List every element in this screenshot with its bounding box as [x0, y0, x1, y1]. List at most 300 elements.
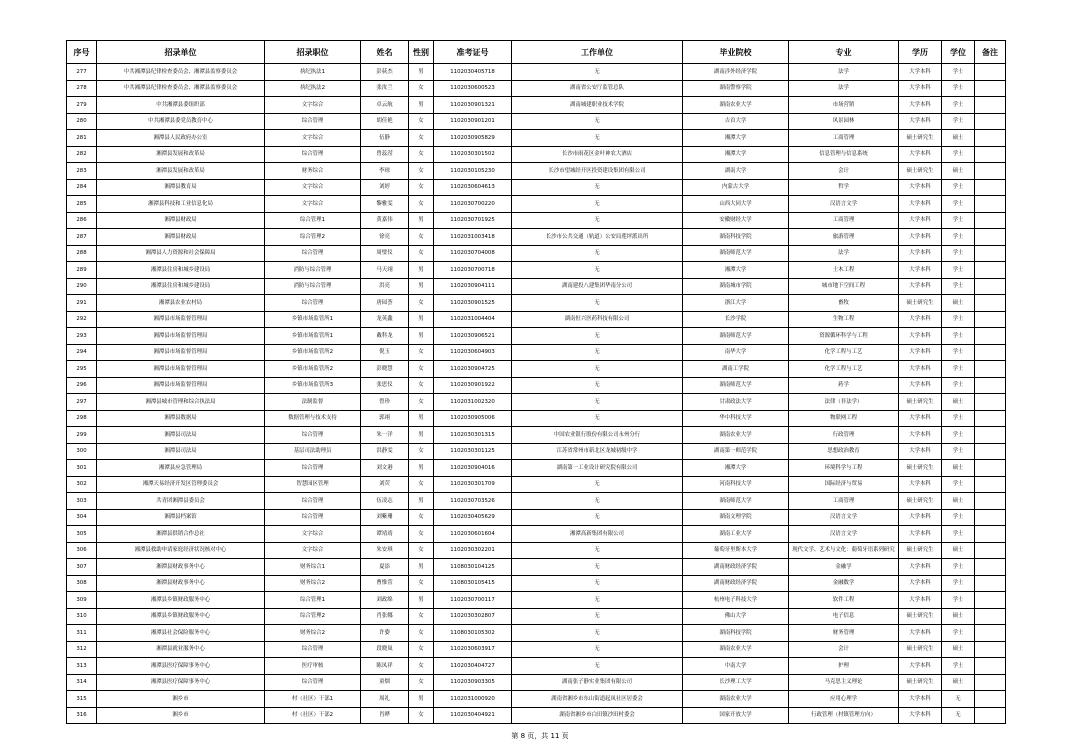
cell-name: 郭翊: [361, 410, 409, 427]
cell-gender: 男: [409, 691, 434, 708]
cell-name: 洪亮: [361, 278, 409, 295]
cell-school: 葡萄牙里斯本大学: [683, 542, 789, 559]
cell-school: 山西大同大学: [683, 196, 789, 213]
cell-seq: 294: [67, 344, 97, 361]
cell-unit: 湘潭县市场监督管理局: [97, 311, 265, 328]
cell-seq: 307: [67, 559, 97, 576]
cell-degree: 硕士: [942, 460, 975, 477]
cell-major: 会计: [789, 641, 899, 658]
cell-gender: 女: [409, 377, 434, 394]
cell-name: 刘紫珊: [361, 509, 409, 526]
cell-unit: 湘乡市: [97, 691, 265, 708]
cell-school: 湖南农业大学: [683, 427, 789, 444]
cell-education: 大学本科: [899, 311, 942, 328]
cell-workplace: 湖南建投八建集团华南分公司: [512, 278, 683, 295]
cell-workplace: 无: [512, 328, 683, 345]
cell-seq: 284: [67, 179, 97, 196]
cell-name: 龙英鑫: [361, 311, 409, 328]
cell-seq: 286: [67, 212, 97, 229]
cell-workplace: 无: [512, 212, 683, 229]
cell-gender: 女: [409, 526, 434, 543]
cell-workplace: 无: [512, 476, 683, 493]
cell-degree: 学士: [942, 592, 975, 609]
cell-position: 综合管理1: [265, 592, 361, 609]
cell-remarks: [975, 113, 1006, 130]
cell-exam-id: 1102030906521: [434, 328, 512, 345]
cell-exam-id: 1108030104125: [434, 559, 512, 576]
col-header-seq: 序号: [67, 41, 97, 64]
cell-seq: 300: [67, 443, 97, 460]
cell-school: 长沙学院: [683, 311, 789, 328]
cell-seq: 292: [67, 311, 97, 328]
cell-exam-id: 1102030704008: [434, 245, 512, 262]
cell-remarks: [975, 526, 1006, 543]
cell-workplace: 无: [512, 196, 683, 213]
cell-degree: 硕士: [942, 394, 975, 411]
cell-exam-id: 1102030701925: [434, 212, 512, 229]
col-header-position: 招录职位: [265, 41, 361, 64]
cell-education: 大学本科: [899, 443, 942, 460]
cell-unit: 湘潭天易经济开发区管理委员会: [97, 476, 265, 493]
cell-name: 李琼: [361, 163, 409, 180]
cell-education: 大学本科: [899, 245, 942, 262]
cell-school: 湘潭大学: [683, 146, 789, 163]
cell-remarks: [975, 262, 1006, 279]
table-row: [67, 410, 1006, 427]
col-header-remarks: 备注: [975, 41, 1006, 64]
cell-remarks: [975, 658, 1006, 675]
cell-education: 大学本科: [899, 691, 942, 708]
cell-position: 综合管理: [265, 674, 361, 691]
cell-unit: 湘潭县乡镇财政服务中心: [97, 608, 265, 625]
cell-degree: 学士: [942, 113, 975, 130]
cell-position: 乡镇市场监管所1: [265, 311, 361, 328]
cell-workplace: 无: [512, 641, 683, 658]
cell-school: 湖南师范大学: [683, 245, 789, 262]
cell-name: 彭晓慧: [361, 361, 409, 378]
cell-degree: 学士: [942, 625, 975, 642]
cell-degree: 学士: [942, 509, 975, 526]
cell-workplace: 无: [512, 64, 683, 81]
cell-position: 综合管理: [265, 427, 361, 444]
cell-major: 风景园林: [789, 113, 899, 130]
cell-name: 胡佳艳: [361, 113, 409, 130]
cell-workplace: 无: [512, 344, 683, 361]
cell-workplace: 湖南省湘乡市东山街道起凤社区居委会: [512, 691, 683, 708]
cell-gender: 男: [409, 97, 434, 114]
cell-name: 刘婷: [361, 179, 409, 196]
cell-workplace: 长沙市公共交通（轨道）公安局莲坪派出所: [512, 229, 683, 246]
cell-workplace: 无: [512, 625, 683, 642]
cell-education: 硕士研究生: [899, 130, 942, 147]
cell-position: 乡镇市场监管所2: [265, 361, 361, 378]
cell-education: 大学本科: [899, 410, 942, 427]
cell-seq: 299: [67, 427, 97, 444]
cell-seq: 301: [67, 460, 97, 477]
cell-gender: 男: [409, 262, 434, 279]
cell-education: 大学本科: [899, 146, 942, 163]
cell-major: 工商管理: [789, 212, 899, 229]
cell-position: 文字综合: [265, 196, 361, 213]
cell-gender: 男: [409, 64, 434, 81]
cell-name: 徐亮: [361, 229, 409, 246]
cell-remarks: [975, 212, 1006, 229]
col-header-education: 学历: [899, 41, 942, 64]
cell-seq: 308: [67, 575, 97, 592]
table-row: [67, 229, 1006, 246]
table-row: [67, 130, 1006, 147]
cell-unit: 湘潭县供销合作总社: [97, 526, 265, 543]
cell-remarks: [975, 410, 1006, 427]
table-row: [67, 559, 1006, 576]
cell-name: 洪静雯: [361, 443, 409, 460]
cell-position: 医疗审核: [265, 658, 361, 675]
cell-unit: 湘潭县财政事务中心: [97, 559, 265, 576]
cell-unit: 湘潭县就业服务中心: [97, 641, 265, 658]
table-row: [67, 542, 1006, 559]
cell-name: 曾蕊滢: [361, 146, 409, 163]
cell-workplace: 无: [512, 394, 683, 411]
cell-major: 工商管理: [789, 130, 899, 147]
cell-exam-id: 1102031004404: [434, 311, 512, 328]
cell-education: 硕士研究生: [899, 295, 942, 312]
cell-seq: 312: [67, 641, 97, 658]
cell-unit: 共青团湘潭县委员会: [97, 493, 265, 510]
cell-major: 法律（非法学）: [789, 394, 899, 411]
cell-exam-id: 1102030404921: [434, 707, 512, 724]
cell-gender: 女: [409, 113, 434, 130]
cell-school: 湖南城市学院: [683, 278, 789, 295]
cell-major: 软件工程: [789, 592, 899, 609]
table-row: [67, 361, 1006, 378]
cell-workplace: 无: [512, 361, 683, 378]
cell-gender: 女: [409, 625, 434, 642]
cell-name: 朱安琪: [361, 542, 409, 559]
cell-remarks: [975, 130, 1006, 147]
cell-degree: 学士: [942, 245, 975, 262]
cell-position: 文字综合: [265, 542, 361, 559]
cell-major: 市场营销: [789, 97, 899, 114]
cell-remarks: [975, 460, 1006, 477]
cell-major: 化学工程与工艺: [789, 344, 899, 361]
cell-remarks: [975, 493, 1006, 510]
cell-education: 大学本科: [899, 229, 942, 246]
cell-name: 曾珍: [361, 394, 409, 411]
cell-major: 法学: [789, 245, 899, 262]
cell-gender: 男: [409, 212, 434, 229]
cell-position: 综合管理2: [265, 229, 361, 246]
table-row: [67, 625, 1006, 642]
cell-remarks: [975, 427, 1006, 444]
cell-school: 湖南警察学院: [683, 80, 789, 97]
cell-position: 文字综合: [265, 179, 361, 196]
cell-position: 文字综合: [265, 130, 361, 147]
cell-name: 曹惟萱: [361, 575, 409, 592]
cell-major: 行政管理: [789, 427, 899, 444]
cell-degree: 学士: [942, 229, 975, 246]
cell-seq: 277: [67, 64, 97, 81]
cell-education: 大学本科: [899, 476, 942, 493]
col-header-name: 姓名: [361, 41, 409, 64]
cell-seq: 287: [67, 229, 97, 246]
cell-education: 硕士研究生: [899, 493, 942, 510]
cell-degree: 无: [942, 707, 975, 724]
cell-education: 硕士研究生: [899, 641, 942, 658]
cell-seq: 289: [67, 262, 97, 279]
cell-major: 金融数学: [789, 575, 899, 592]
cell-name: 周礼: [361, 691, 409, 708]
cell-remarks: [975, 476, 1006, 493]
cell-workplace: 长沙市雨花区金叶神农大酒店: [512, 146, 683, 163]
cell-degree: 无: [942, 691, 975, 708]
col-header-unit: 招录单位: [97, 41, 265, 64]
cell-exam-id: 1102031003418: [434, 229, 512, 246]
cell-degree: 学士: [942, 410, 975, 427]
cell-workplace: 无: [512, 542, 683, 559]
table-row: [67, 97, 1006, 114]
cell-remarks: [975, 575, 1006, 592]
cell-seq: 306: [67, 542, 97, 559]
cell-workplace: 长沙市望城经开区投资建设集团有限公司: [512, 163, 683, 180]
cell-unit: 湘潭县市场监督管理局: [97, 377, 265, 394]
cell-major: 思想政治教育: [789, 443, 899, 460]
cell-unit: 湘潭县医疗保障事务中心: [97, 658, 265, 675]
cell-school: 吉首大学: [683, 113, 789, 130]
cell-gender: 男: [409, 559, 434, 576]
cell-seq: 295: [67, 361, 97, 378]
cell-workplace: 湖南恒兴医药科技有限公司: [512, 311, 683, 328]
cell-school: 湖南第一师范学院: [683, 443, 789, 460]
table-row: [67, 179, 1006, 196]
cell-name: 刘荧: [361, 476, 409, 493]
table-row: [67, 278, 1006, 295]
cell-exam-id: 1102030905829: [434, 130, 512, 147]
cell-seq: 316: [67, 707, 97, 724]
col-header-exam-id: 准考证号: [434, 41, 512, 64]
cell-gender: 女: [409, 179, 434, 196]
cell-workplace: 湘潭高新集团有限公司: [512, 526, 683, 543]
cell-school: 湖南科技学院: [683, 229, 789, 246]
cell-name: 夏添: [361, 559, 409, 576]
cell-remarks: [975, 97, 1006, 114]
cell-degree: 硕士: [942, 674, 975, 691]
cell-remarks: [975, 328, 1006, 345]
cell-degree: 学士: [942, 179, 975, 196]
cell-position: 综合管理: [265, 146, 361, 163]
cell-remarks: [975, 196, 1006, 213]
cell-remarks: [975, 542, 1006, 559]
cell-position: 财务综合: [265, 163, 361, 180]
cell-major: 药学: [789, 377, 899, 394]
cell-school: 湖南大学: [683, 163, 789, 180]
cell-degree: 学士: [942, 212, 975, 229]
cell-education: 大学本科: [899, 575, 942, 592]
cell-degree: 学士: [942, 526, 975, 543]
cell-unit: 湘潭县住房和城乡建设局: [97, 278, 265, 295]
cell-gender: 女: [409, 674, 434, 691]
cell-major: 法学: [789, 64, 899, 81]
cell-name: 童烟: [361, 674, 409, 691]
cell-position: 消防与综合管理: [265, 262, 361, 279]
cell-unit: 湘潭县市场监督管理局: [97, 328, 265, 345]
table-row: [67, 608, 1006, 625]
cell-workplace: 无: [512, 509, 683, 526]
cell-school: 湖南科技学院: [683, 625, 789, 642]
cell-school: 湖南工学院: [683, 361, 789, 378]
cell-workplace: 无: [512, 179, 683, 196]
cell-remarks: [975, 443, 1006, 460]
cell-workplace: 湖南省公安厅监管总队: [512, 80, 683, 97]
cell-position: 乡镇市场监管所3: [265, 377, 361, 394]
cell-major: 法学: [789, 80, 899, 97]
cell-name: 马天翊: [361, 262, 409, 279]
table-row: [67, 80, 1006, 97]
cell-gender: 男: [409, 592, 434, 609]
cell-exam-id: 1102030700718: [434, 262, 512, 279]
cell-education: 大学本科: [899, 361, 942, 378]
table-row: [67, 212, 1006, 229]
table-row: [67, 295, 1006, 312]
cell-major: 会计: [789, 163, 899, 180]
cell-degree: 学士: [942, 658, 975, 675]
cell-name: 刘政绵: [361, 592, 409, 609]
table-row: [67, 641, 1006, 658]
cell-education: 大学本科: [899, 64, 942, 81]
cell-degree: 学士: [942, 361, 975, 378]
cell-school: 南华大学: [683, 344, 789, 361]
cell-gender: 女: [409, 163, 434, 180]
cell-unit: 湘潭县城市管理和综合执法局: [97, 394, 265, 411]
cell-remarks: [975, 344, 1006, 361]
col-header-degree: 学位: [942, 41, 975, 64]
cell-education: 大学本科: [899, 625, 942, 642]
cell-education: 硕士研究生: [899, 394, 942, 411]
cell-degree: 学士: [942, 328, 975, 345]
cell-gender: 男: [409, 311, 434, 328]
cell-school: 湖南农业大学: [683, 97, 789, 114]
cell-seq: 285: [67, 196, 97, 213]
cell-remarks: [975, 394, 1006, 411]
cell-remarks: [975, 361, 1006, 378]
cell-degree: 学士: [942, 559, 975, 576]
table-row: [67, 262, 1006, 279]
cell-exam-id: 1102030901201: [434, 113, 512, 130]
cell-school: 湘潭大学: [683, 460, 789, 477]
cell-seq: 313: [67, 658, 97, 675]
cell-degree: 学士: [942, 443, 975, 460]
table-body: [67, 64, 1006, 724]
cell-education: 大学本科: [899, 179, 942, 196]
cell-major: 信息管理与信息系统: [789, 146, 899, 163]
cell-name: 张思仪: [361, 377, 409, 394]
cell-unit: 湘潭县市场监督管理局: [97, 344, 265, 361]
table-row: [67, 526, 1006, 543]
cell-seq: 309: [67, 592, 97, 609]
cell-major: 马克思主义理论: [789, 674, 899, 691]
cell-position: 执纪执法2: [265, 80, 361, 97]
cell-unit: 湘潭县救助申请家庭经济状况核对中心: [97, 542, 265, 559]
cell-workplace: 无: [512, 130, 683, 147]
cell-school: 浙江大学: [683, 295, 789, 312]
cell-unit: 湘潭县教育局: [97, 179, 265, 196]
cell-exam-id: 1102030603917: [434, 641, 512, 658]
cell-exam-id: 1102030301315: [434, 427, 512, 444]
cell-seq: 288: [67, 245, 97, 262]
cell-position: 综合管理: [265, 641, 361, 658]
cell-education: 大学本科: [899, 113, 942, 130]
cell-exam-id: 1102030903305: [434, 674, 512, 691]
cell-position: 财务综合2: [265, 575, 361, 592]
cell-exam-id: 1102030301709: [434, 476, 512, 493]
cell-school: 湖南涉外经济学院: [683, 64, 789, 81]
cell-position: 智慧园区管理: [265, 476, 361, 493]
cell-seq: 297: [67, 394, 97, 411]
cell-name: 卓云航: [361, 97, 409, 114]
table-row: [67, 443, 1006, 460]
cell-seq: 303: [67, 493, 97, 510]
cell-education: 硕士研究生: [899, 163, 942, 180]
cell-gender: 男: [409, 427, 434, 444]
cell-school: 湖南师范大学: [683, 328, 789, 345]
cell-unit: 湘潭县市场监督管理局: [97, 361, 265, 378]
cell-position: 综合管理: [265, 460, 361, 477]
cell-exam-id: 1102030301125: [434, 443, 512, 460]
cell-position: 法制监督: [265, 394, 361, 411]
cell-gender: 女: [409, 608, 434, 625]
cell-unit: 湘潭县科技和工业信息化局: [97, 196, 265, 213]
table-row: [67, 658, 1006, 675]
cell-workplace: 无: [512, 377, 683, 394]
cell-remarks: [975, 691, 1006, 708]
cell-exam-id: 1102030904016: [434, 460, 512, 477]
cell-education: 硕士研究生: [899, 460, 942, 477]
cell-major: 哲学: [789, 179, 899, 196]
cell-degree: 学士: [942, 575, 975, 592]
cell-education: 大学本科: [899, 344, 942, 361]
cell-position: 执纪执法1: [265, 64, 361, 81]
cell-position: 综合管理: [265, 245, 361, 262]
cell-school: 湖南财政经济学院: [683, 559, 789, 576]
cell-degree: 学士: [942, 476, 975, 493]
cell-remarks: [975, 625, 1006, 642]
cell-school: 内蒙古大学: [683, 179, 789, 196]
cell-unit: 湘潭县数据局: [97, 410, 265, 427]
cell-gender: 女: [409, 245, 434, 262]
table-row: [67, 163, 1006, 180]
cell-unit: 湘潭县财政事务中心: [97, 575, 265, 592]
cell-remarks: [975, 64, 1006, 81]
cell-gender: 女: [409, 542, 434, 559]
cell-gender: 女: [409, 575, 434, 592]
cell-school: 佛山大学: [683, 608, 789, 625]
table-row: [67, 394, 1006, 411]
cell-workplace: 湖南张子静实业集团有限公司: [512, 674, 683, 691]
cell-unit: 湘潭县司法局: [97, 427, 265, 444]
cell-seq: 298: [67, 410, 97, 427]
cell-degree: 学士: [942, 80, 975, 97]
cell-exam-id: 1102030404727: [434, 658, 512, 675]
cell-position: 文字综合: [265, 526, 361, 543]
cell-remarks: [975, 179, 1006, 196]
cell-education: 大学本科: [899, 80, 942, 97]
col-header-school: 毕业院校: [683, 41, 789, 64]
cell-school: 国家开放大学: [683, 707, 789, 724]
cell-gender: 女: [409, 229, 434, 246]
cell-unit: 湘潭县发展和改革局: [97, 146, 265, 163]
cell-workplace: 无: [512, 592, 683, 609]
cell-workplace: 湖南第一工业设计研究院有限公司: [512, 460, 683, 477]
cell-degree: 学士: [942, 146, 975, 163]
